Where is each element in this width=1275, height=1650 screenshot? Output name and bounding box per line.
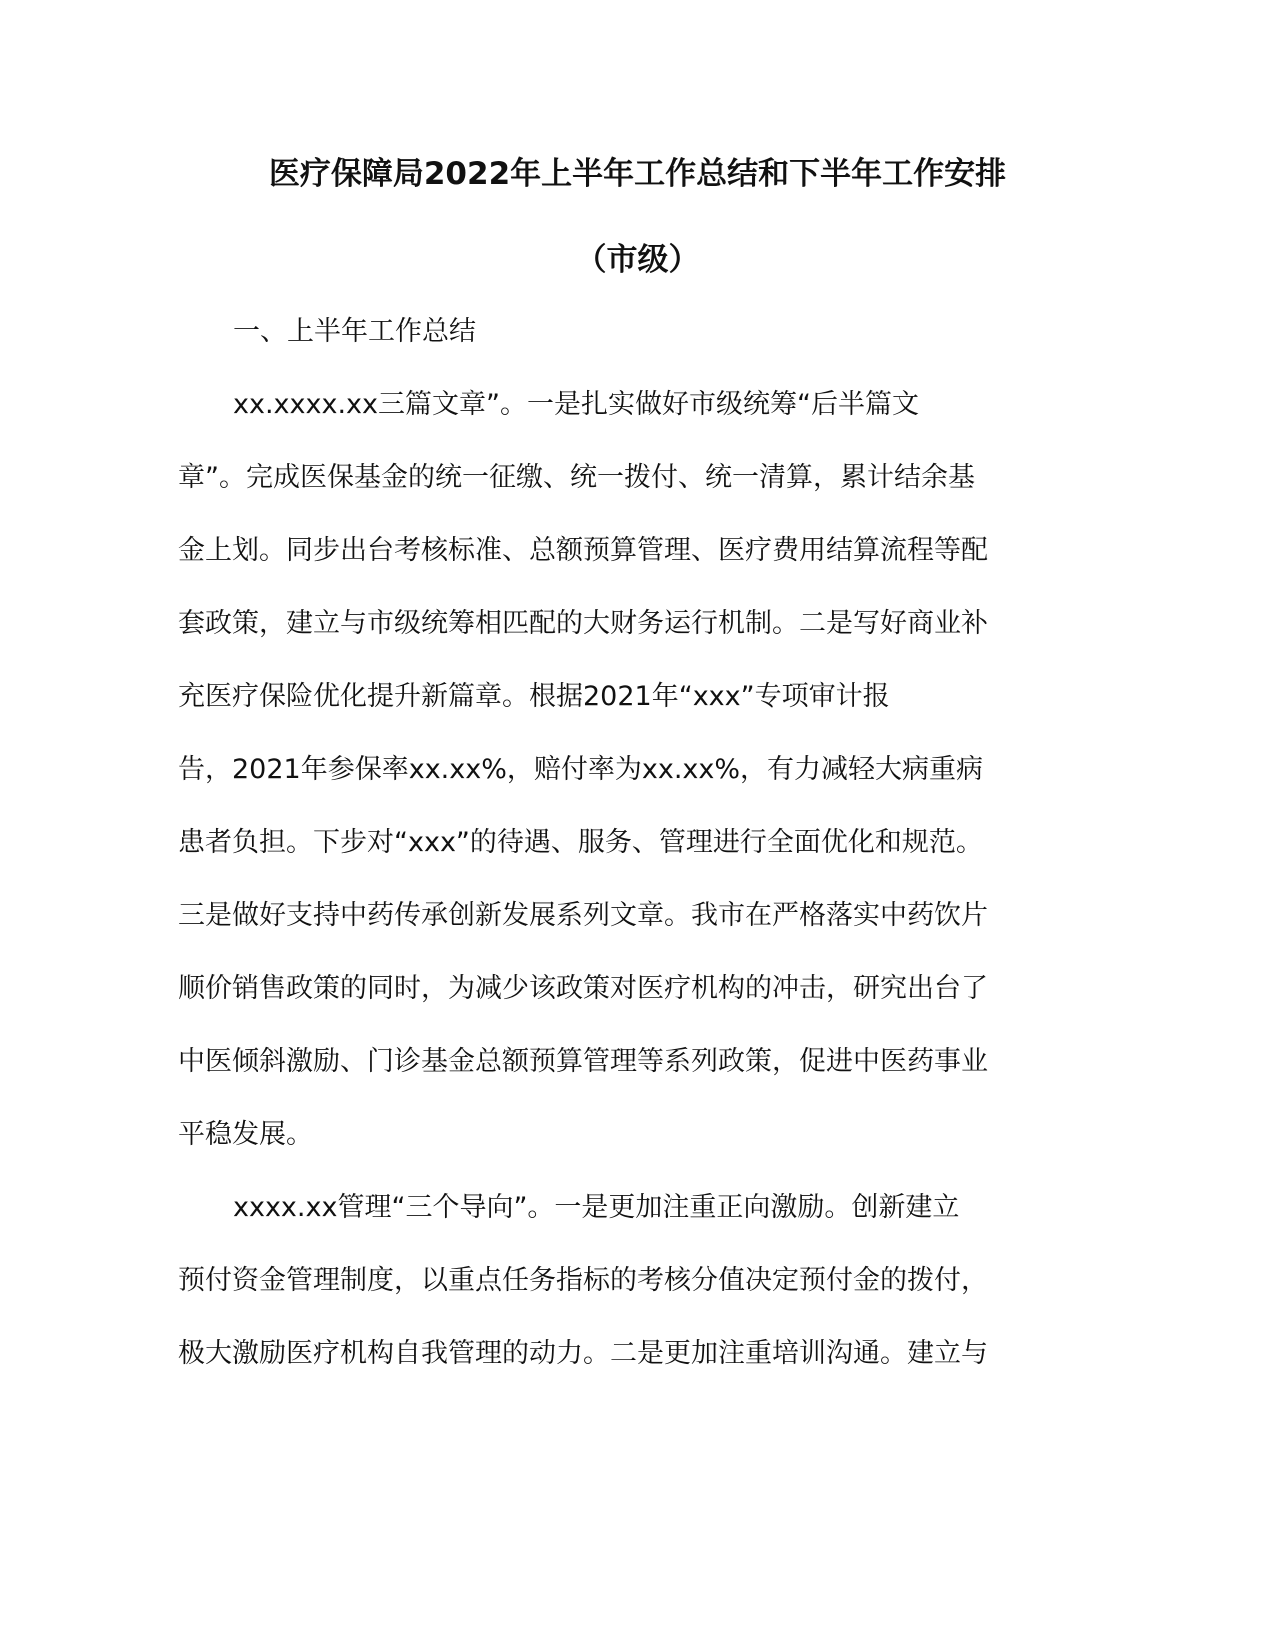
paragraph-line: 金上划。同步出台考核标准、总额预算管理、医疗费用结算流程等配 [178, 535, 988, 566]
paragraph-line: 平稳发展。 [178, 1119, 313, 1150]
paragraph-line: 中医倾斜激励、门诊基金总额预算管理等系列政策，促进中医药事业 [178, 1046, 988, 1077]
paragraph-line: 顺价销售政策的同时，为减少该政策对医疗机构的冲击，研究出台了 [178, 973, 988, 1004]
paragraph-line: 套政策，建立与市级统筹相匹配的大财务运行机制。二是写好商业补 [178, 608, 988, 639]
section-heading: 一、上半年工作总结 [233, 316, 476, 347]
document-subtitle: （市级） [575, 242, 700, 278]
document-title: 医疗保障局2022年上半年工作总结和下半年工作安排 [268, 156, 1007, 192]
paragraph-line: 患者负担。下步对“xxx”的待遇、服务、管理进行全面优化和规范。 [178, 827, 983, 858]
paragraph-line: 三是做好支持中药传承创新发展系列文章。我市在严格落实中药饮片 [178, 900, 988, 931]
paragraph-line: 告，2021年参保率xx.xx%，赔付率为xx.xx%，有力减轻大病重病 [178, 754, 984, 785]
paragraph-line: 充医疗保险优化提升新篇章。根据2021年“xxx”专项审计报 [178, 681, 890, 712]
paragraph-line: 预付资金管理制度，以重点任务指标的考核分值决定预付金的拨付， [178, 1265, 988, 1296]
paragraph-line: 章”。完成医保基金的统一征缴、统一拨付、统一清算，累计结余基 [178, 462, 975, 493]
paragraph-line: xx.xxxx.xx三篇文章”。一是扎实做好市级统筹“后半篇文 [233, 389, 919, 420]
paragraph-line: 极大激励医疗机构自我管理的动力。二是更加注重培训沟通。建立与 [178, 1338, 988, 1369]
paragraph-line: xxxx.xx管理“三个导向”。一是更加注重正向激励。创新建立 [233, 1192, 960, 1223]
